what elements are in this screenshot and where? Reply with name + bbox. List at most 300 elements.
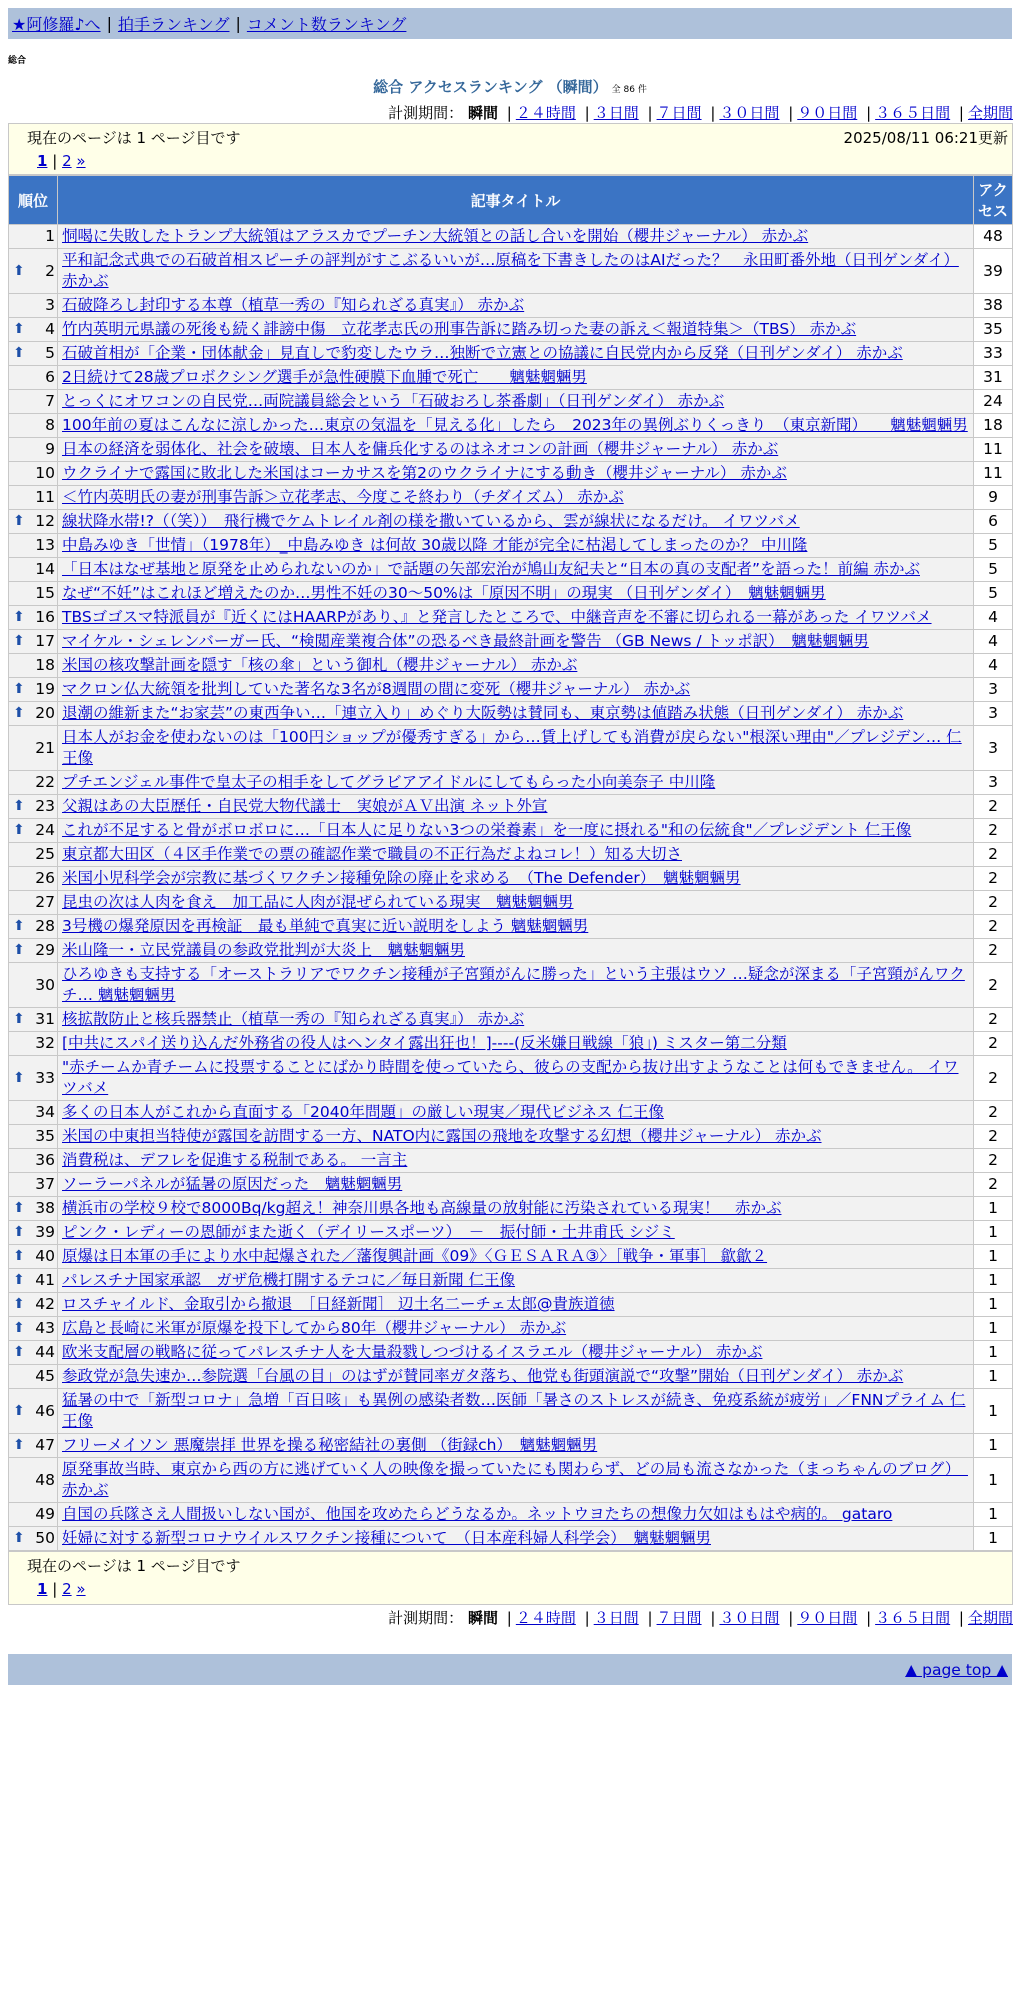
period-link-90d[interactable]: ９０日間 [797,1609,858,1627]
nav-separator: | [235,14,241,33]
period-link-all[interactable]: 全期間 [967,104,1013,122]
rank-cell [9,1503,58,1527]
table-row [9,963,1013,1008]
table-row [9,891,1013,915]
table-row [9,1317,1013,1341]
rank-cell [9,1197,58,1221]
rank-cell [9,1032,58,1056]
table-row [9,414,1013,438]
title-cell [58,678,974,702]
access-count: 48 [974,225,1013,249]
rank-cell [9,1389,58,1434]
access-count: 5 [974,558,1013,582]
title-cell [58,939,974,963]
rank-cell [9,726,58,771]
rank-up-arrow-icon: ⬆ [13,705,25,721]
rank-cell [9,678,58,702]
rank-number: 34 [35,1103,55,1121]
rank-number: 48 [35,1470,55,1489]
table-row [9,843,1013,867]
article-link[interactable]: 横浜市の学校９校で8000Bq/kg超え！神奈川県各地も高線量の放射能に汚染されている現実！ 赤かぶ [62,1199,782,1217]
rank-number: 28 [35,917,55,935]
rank-number: 38 [35,1199,55,1217]
article-link[interactable]: 妊婦に対する新型コロナウイルスワクチン接種について （日本産科婦人科学会） 魑魅魍魎男 [62,1529,711,1547]
rank-number: 4 [45,320,55,338]
title-cell [58,1269,974,1293]
title-cell [58,654,974,678]
pagination-top: 現在のページは 1 ページ目です 2025/08/11 06:21更新 1 | 2 » [8,123,1013,175]
article-link[interactable]: 日本の経済を弱体化、社会を破壊、日本人を傭兵化するのはネオコンの計画（櫻井ジャーナル） 赤かぶ [62,440,779,458]
rank-cell [9,939,58,963]
title-cell [58,867,974,891]
article-link[interactable]: 石破降ろし封印する本尊（植草一秀の『知られざる真実』） 赤かぶ [62,296,525,314]
access-count: 1 [974,1365,1013,1389]
rank-up-arrow-icon: ⬆ [13,1272,25,1288]
rank-cell [9,558,58,582]
title-cell [58,795,974,819]
access-count: 6 [974,510,1013,534]
rank-number: 29 [35,941,55,959]
title-header: 記事タイトル [58,176,974,225]
title-cell [58,1365,974,1389]
period-link-365d[interactable]: ３６５日間 [875,1609,951,1627]
rank-number: 16 [35,608,55,626]
article-link[interactable]: 欧米支配層の戦略に従ってパレスチナ人を大量殺戮しつづけるイスラエル（櫻井ジャーナル） 赤かぶ [62,1343,763,1361]
table-row [9,1365,1013,1389]
rank-number: 14 [35,560,55,578]
rank-number: 12 [35,512,55,530]
article-link[interactable]: 退潮の維新また“お家芸”の東西争い…「連立入り」めぐり大阪勢は賛同も、東京勢は値踏み状態（日刊ゲンダイ） 赤かぶ [62,704,904,722]
access-count: 1 [974,1434,1013,1458]
article-link[interactable]: 平和記念式典での石破首相スピーチの評判がすこぶるいいが…原稿を下書きしたのはAIだった？ 永田町番外地（日刊ゲンダイ） 赤かぶ [62,251,959,290]
rank-number: 43 [35,1319,55,1337]
title-cell [58,1149,974,1173]
table-row [9,294,1013,318]
table-row [9,1434,1013,1458]
access-count: 2 [974,843,1013,867]
article-link[interactable]: 竹内英明元県議の死後も続く誹謗中傷 立花孝志氏の刑事告訴に踏み切った妻の訴え＜報道特集＞（TBS） 赤かぶ [62,320,857,338]
title-cell [58,1101,974,1125]
article-link[interactable]: 東京都大田区（４区手作業での票の確認作業で職員の不正行為だよねコレ！）知る大切さ [62,845,683,863]
article-link[interactable]: マイケル・シェレンバーガー氏、“検閲産業複合体”の恐るべき最終計画を警告 （GB News / トッポ訳） 魑魅魍魎男 [62,632,869,650]
table-row [9,558,1013,582]
article-link[interactable]: 猛暑の中で「新型コロナ」急増「百日咳」も異例の感染者数…医師「暑さのストレスが続き、免疫系統が疲労」／FNNプライム 仁王像 [62,1391,966,1430]
rank-up-arrow-icon: ⬆ [13,262,25,279]
rank-number: 26 [35,869,55,887]
article-link[interactable]: 原発事故当時、東京から西の方に逃げていく人の映像を撮っていたにも関わらず、どの局も流さなかった（まっちゃんのブログ） 赤かぶ [62,1460,968,1499]
table-row [9,1389,1013,1434]
rank-number: 22 [35,773,55,791]
title-cell [58,1503,974,1527]
rank-up-arrow-icon: ⬆ [13,633,25,649]
access-count: 3 [974,702,1013,726]
rank-number: 40 [35,1247,55,1265]
rank-cell [9,366,58,390]
table-row [9,225,1013,249]
access-count: 2 [974,1032,1013,1056]
rank-cell [9,462,58,486]
rank-number: 11 [35,488,55,506]
page-status: 現在のページは 1 ページ目です [27,1557,241,1575]
rank-up-arrow-icon: ⬆ [13,681,25,697]
rank-cell [9,318,58,342]
rank-number: 7 [45,392,55,410]
table-row [9,819,1013,843]
rank-number: 49 [35,1505,55,1523]
title-cell [58,1008,974,1032]
table-row [9,678,1013,702]
rank-cell [9,1101,58,1125]
access-count: 3 [974,678,1013,702]
period-link-3d[interactable]: ３日間 [593,104,639,122]
rank-number: 3 [45,296,55,314]
rank-up-arrow-icon: ⬆ [13,1011,25,1027]
table-row [9,1341,1013,1365]
access-count: 5 [974,582,1013,606]
page-top-link[interactable]: ▲ page top ▲ [905,1660,1008,1679]
rank-cell [9,390,58,414]
period-label: 計測期間： [388,1609,464,1627]
rank-up-arrow-icon: ⬆ [13,1530,25,1546]
rank-cell [9,771,58,795]
rank-number: 9 [45,440,55,458]
access-count: 39 [974,249,1013,294]
rank-number: 6 [45,368,55,386]
access-count: 4 [974,630,1013,654]
table-row [9,1527,1013,1551]
title-cell [58,819,974,843]
article-link[interactable]: とっくにオワコンの自民党…両院議員総会という「石破おろし茶番劇」（日刊ゲンダイ） 赤かぶ [62,392,725,410]
table-row [9,1503,1013,1527]
title-cell [58,630,974,654]
access-count: 1 [974,1317,1013,1341]
period-link-90d[interactable]: ９０日間 [797,104,858,122]
access-count: 2 [974,1149,1013,1173]
article-link[interactable]: 昆虫の次は人肉を食え 加工品に人肉が混ぜられている現実 魑魅魍魎男 [62,893,574,911]
rank-cell [9,1221,58,1245]
table-row [9,702,1013,726]
table-row [9,366,1013,390]
article-link[interactable]: なぜ“不妊”はこれほど増えたのか…男性不妊の30～50%は「原因不明」の現実 （日刊ゲンダイ） 魑魅魍魎男 [62,584,826,602]
article-link[interactable]: 自国の兵隊さえ人間扱いしない国が、他国を攻めたらどうなるか。ネットウヨたちの想像力欠如はもはや病的。 gataro [62,1505,893,1523]
period-selector-top: 計測期間： 瞬間 | ２４時間 | ３日間 | ７日間 | ３０日間 | ９０日間 | ３６５日間 | 全期間 [388,104,1013,122]
period-link-30d[interactable]: ３０日間 [719,104,780,122]
period-link-30d[interactable]: ３０日間 [719,1609,780,1627]
article-link[interactable]: これが不足すると骨がボロボロに…「日本人に足りない3つの栄養素」を一度に摂れる"和の伝統食"／プレジデント 仁王像 [62,821,912,839]
article-link[interactable]: 米国の中東担当特使が露国を訪問する一方、NATO内に露国の飛地を攻撃する幻想（櫻井ジャーナル） 赤かぶ [62,1127,822,1145]
access-count: 4 [974,654,1013,678]
rank-up-arrow-icon: ⬆ [13,798,25,814]
rank-number: 44 [35,1343,55,1361]
title-cell [58,726,974,771]
home-link[interactable]: ★阿修羅♪へ [12,15,101,34]
access-count: 1 [974,1389,1013,1434]
table-row [9,1125,1013,1149]
rank-cell [9,819,58,843]
rank-cell [9,1527,58,1551]
rank-cell [9,414,58,438]
table-row [9,342,1013,366]
rank-number: 25 [35,845,55,863]
rank-number: 18 [35,656,55,674]
article-link[interactable]: [中共にスパイ送り込んだ外務省の役人はヘンタイ露出狂也！]----(反米嫌日戦線「狼」) ミスター第二分類 [62,1034,787,1052]
article-link[interactable]: 恫喝に失敗したトランプ大統領はアラスカでプーチン大統領との話し合いを開始（櫻井ジャーナル） 赤かぶ [62,227,809,245]
clap-ranking-link[interactable]: 拍手ランキング [117,15,230,34]
rank-number: 32 [35,1034,55,1052]
rank-cell [9,963,58,1008]
article-link[interactable]: マクロン仏大統領を批判していた著名な3名が8週間の間に変死（櫻井ジャーナル） 赤かぶ [62,680,691,698]
article-link[interactable]: 原爆は日本軍の手により水中起爆された／藩復興計画《09》〈ＧＥＳＡＲＡ③〉［戦争・軍事］ 歙歙２ [62,1247,768,1265]
ranking-table [8,175,1013,1551]
access-count: 4 [974,606,1013,630]
title-cell [58,1197,974,1221]
article-link[interactable]: 日本人がお金を使わないのは「100円ショップが優秀すぎる」から…賃上げしても消費が戻らない"根深い理由"／プレジデン… 仁王像 [62,728,962,767]
rank-up-arrow-icon: ⬆ [13,1069,25,1086]
total-count: 全 86 件 [611,85,647,95]
access-count: 11 [974,462,1013,486]
access-count: 1 [974,1503,1013,1527]
table-row [9,726,1013,771]
table-row [9,438,1013,462]
period-link-all[interactable]: 全期間 [967,1609,1013,1627]
access-count: 1 [974,1458,1013,1503]
access-count: 2 [974,939,1013,963]
access-header: アクセス [974,176,1013,225]
rank-cell [9,630,58,654]
title-cell [58,1317,974,1341]
access-count: 1 [974,1269,1013,1293]
rank-cell [9,1056,58,1101]
title-cell [58,534,974,558]
title-cell [58,1125,974,1149]
access-count: 2 [974,915,1013,939]
title-cell [58,510,974,534]
period-link-3d[interactable]: ３日間 [593,1609,639,1627]
rank-number: 2 [45,261,55,280]
table-row [9,1173,1013,1197]
table-row [9,390,1013,414]
rank-cell [9,225,58,249]
rank-up-arrow-icon: ⬆ [13,513,25,529]
rank-cell [9,1269,58,1293]
rank-cell [9,1341,58,1365]
table-row [9,1245,1013,1269]
article-link[interactable]: 「日本はなぜ基地と原発を止められないのか」で話題の矢部宏治が鳩山友紀夫と“日本の真の支配者”を語った！前編 赤かぶ [62,560,920,578]
table-row [9,606,1013,630]
access-count: 9 [974,486,1013,510]
article-link[interactable]: ウクライナで露国に敗北した米国はコーカサスを第2のウクライナにする動き（櫻井ジャーナル） 赤かぶ [62,464,787,482]
article-link[interactable]: 広島と長崎に米軍が原爆を投下してから80年（櫻井ジャーナル） 赤かぶ [62,1319,567,1337]
title-cell [58,414,974,438]
rank-cell [9,1125,58,1149]
table-row [9,1197,1013,1221]
genre-label: 総合 [8,56,27,66]
article-link[interactable]: ＜竹内英明氏の妻が刑事告訴＞立花孝志、今度こそ終わり（チダイズム） 赤かぶ [62,488,624,506]
title-cell [58,843,974,867]
period-current: 瞬間 [467,1609,498,1627]
article-link[interactable]: 多くの日本人がこれから直面する「2040年問題」の厳しい現実／現代ビジネス 仁王像 [62,1103,664,1121]
title-cell [58,771,974,795]
article-link[interactable]: 米国の核攻撃計画を隠す「核の傘」という御札（櫻井ジャーナル） 赤かぶ [62,656,578,674]
rank-up-arrow-icon: ⬆ [13,1402,25,1419]
period-link-7d[interactable]: ７日間 [656,104,702,122]
rank-up-arrow-icon: ⬆ [13,1320,25,1336]
rank-number: 23 [35,797,55,815]
rank-number: 13 [35,536,55,554]
article-link[interactable]: ソーラーパネルが猛暑の原因だった 魑魅魍魎男 [62,1175,403,1193]
bottom-bar [8,1654,1012,1685]
article-link[interactable]: ロスチャイルド、金取引から撤退 ［日経新聞］ 辺土名二ーチェ太郎@貴族道徳 [62,1295,615,1313]
rank-cell [9,1173,58,1197]
article-link[interactable]: 消費税は、デフレを促進する税制である。 一言主 [62,1151,408,1169]
title-cell [58,486,974,510]
article-link[interactable]: 参政党が急失速か…参院選「台風の目」のはずが賛同率ガタ落ち、他党も街頭演説で“攻撃”開始（日刊ゲンダイ） 赤かぶ [62,1367,904,1385]
article-link[interactable]: ひろゆきも支持する「オーストラリアでワクチン接種が子宮頸がんに勝った」という主張はウソ …疑念が深まる「子宮頸がんワクチ… 魑魅魍魎男 [62,965,965,1004]
rank-up-arrow-icon: ⬆ [13,1200,25,1216]
rank-up-arrow-icon: ⬆ [13,321,25,337]
article-link[interactable]: 100年前の夏はこんなに涼しかった…東京の気温を「見える化」したら 2023年の異例ぶりくっきり （東京新聞） 魑魅魍魎男 [62,416,968,434]
rank-number: 45 [35,1367,55,1385]
table-row [9,1458,1013,1503]
access-count: 2 [974,963,1013,1008]
rank-cell [9,1008,58,1032]
rank-up-arrow-icon: ⬆ [13,345,25,361]
rank-cell [9,891,58,915]
page-status: 現在のページは 1 ページ目です [27,129,241,147]
table-row [9,1008,1013,1032]
page-next-link[interactable]: » [76,1580,86,1598]
page-link-2[interactable]: 2 [62,1580,72,1598]
article-link[interactable]: 石破首相が「企業・団体献金」見直しで豹変したウラ…独断で立憲との協議に自民党内から反発（日刊ゲンダイ） 赤かぶ [62,344,903,362]
access-count: 2 [974,1101,1013,1125]
table-row [9,1293,1013,1317]
rank-number: 37 [35,1175,55,1193]
table-row [9,318,1013,342]
rank-cell [9,654,58,678]
table-row [9,915,1013,939]
rank-number: 19 [35,680,55,698]
title-cell [58,1032,974,1056]
article-link[interactable]: 核拡散防止と核兵器禁止（植草一秀の『知られざる真実』） 赤かぶ [62,1010,525,1028]
page-link-current[interactable]: 1 [37,1580,48,1598]
rank-number: 36 [35,1151,55,1169]
period-link-24h[interactable]: ２４時間 [515,104,576,122]
title-cell [58,294,974,318]
rank-cell [9,534,58,558]
access-count: 2 [974,1173,1013,1197]
rank-cell [9,1434,58,1458]
article-link[interactable]: 中島みゆき「世情」（1978年）_中島みゆき は何故 30歳以降 才能が完全に枯渇してしまったのか？ 中川隆 [62,536,808,554]
page-link-2[interactable]: 2 [62,152,72,170]
article-link[interactable]: 線状降水帯!?（（笑）） 飛行機でケムトレイル剤の様を撒いているから、雲が線状になるだけ。 イワツバメ [62,512,800,530]
rank-cell [9,486,58,510]
article-link[interactable]: TBSゴゴスマ特派員が『近くにはHAARPがあり、』と発言したところで、中継音声を不審に切られる一幕があった イワツバメ [62,608,932,626]
article-link[interactable]: "赤チームか青チームに投票することにばかり時間を使っていたら、彼らの支配から抜け出すようなことは何もできません。 イワツバメ [62,1058,959,1097]
access-count: 11 [974,438,1013,462]
period-link-24h[interactable]: ２４時間 [515,1609,576,1627]
period-link-7d[interactable]: ７日間 [656,1609,702,1627]
table-row [9,1032,1013,1056]
rank-number: 47 [35,1436,55,1454]
table-row [9,867,1013,891]
title-cell [58,1458,974,1503]
rank-number: 8 [45,416,55,434]
rank-number: 10 [35,464,55,482]
title-cell [58,1434,974,1458]
article-link[interactable]: ピンク・レディーの恩師がまた逝く（デイリースポーツ） － 振付師・土井甫氏 シジミ [62,1223,675,1241]
access-count: 3 [974,726,1013,771]
rank-cell [9,795,58,819]
page-link-current[interactable]: 1 [37,152,48,170]
rank-cell [9,915,58,939]
access-count: 1 [974,1527,1013,1551]
article-link[interactable]: 2日続けて28歳プロボクシング選手が急性硬膜下血腫で死亡 魑魅魍魎男 [62,368,587,386]
title-cell [58,366,974,390]
top-nav-bar [8,8,1012,39]
title-cell [58,438,974,462]
title-cell [58,318,974,342]
table-row [9,486,1013,510]
rank-up-arrow-icon: ⬆ [13,942,25,958]
title-cell [58,915,974,939]
ranking-title: 総合 アクセスランキング （瞬間） [373,78,608,96]
access-count: 35 [974,318,1013,342]
access-count: 2 [974,1125,1013,1149]
access-count: 1 [974,1197,1013,1221]
table-row [9,534,1013,558]
access-count: 33 [974,342,1013,366]
rank-cell [9,1245,58,1269]
rank-cell [9,294,58,318]
comment-ranking-link[interactable]: コメント数ランキング [246,15,407,34]
rank-number: 30 [35,975,55,994]
article-link[interactable]: パレスチナ国家承認 ガザ危機打開するテコに／毎日新聞 仁王像 [62,1271,516,1289]
title-cell [58,225,974,249]
rank-number: 15 [35,584,55,602]
rank-cell [9,342,58,366]
rank-up-arrow-icon: ⬆ [13,822,25,838]
title-cell [58,582,974,606]
article-link[interactable]: 父親はあの大臣歴任・自民党大物代議士 実娘がＡＶ出演 ネット外宣 [62,797,548,815]
article-link[interactable]: 米国小児科学会が宗教に基づくワクチン接種免除の廃止を求める （The Defender） 魑魅魍魎男 [62,869,741,887]
page-next-link[interactable]: » [76,152,86,170]
access-count: 2 [974,1008,1013,1032]
period-link-365d[interactable]: ３６５日間 [875,104,951,122]
article-link[interactable]: 3号機の爆発原因を再検証 最も単純で真実に近い説明をしよう 魑魅魍魎男 [62,917,589,935]
period-selector-bottom: 計測期間： 瞬間 | ２４時間 | ３日間 | ７日間 | ３０日間 | ９０日間 | ３６５日間 | 全期間 [388,1609,1013,1627]
rank-cell [9,606,58,630]
update-time: 2025/08/11 06:21更新 [843,129,1008,147]
rank-up-arrow-icon: ⬆ [13,1248,25,1264]
article-link[interactable]: プチエンジェル事件で皇太子の相手をしてグラビアアイドルにしてもらった小向美奈子 中川隆 [62,773,716,791]
rank-number: 50 [35,1529,55,1547]
title-cell [58,1173,974,1197]
rank-number: 41 [35,1271,55,1289]
article-link[interactable]: フリーメイソン 悪魔崇拝 世界を操る秘密結社の裏側 （街録ch） 魑魅魍魎男 [62,1436,598,1454]
title-cell [58,1527,974,1551]
table-row [9,630,1013,654]
title-cell [58,963,974,1008]
nav-separator: | [106,14,112,33]
pagination-bottom: 現在のページは 1 ページ目です 1 | 2 » [8,1551,1013,1605]
article-link[interactable]: 米山隆一・立民党議員の参政党批判が大炎上 魑魅魍魎男 [62,941,466,959]
table-row [9,582,1013,606]
rank-number: 31 [35,1010,55,1028]
table-row [9,1056,1013,1101]
rank-cell [9,582,58,606]
title-cell [58,390,974,414]
rank-cell [9,1365,58,1389]
